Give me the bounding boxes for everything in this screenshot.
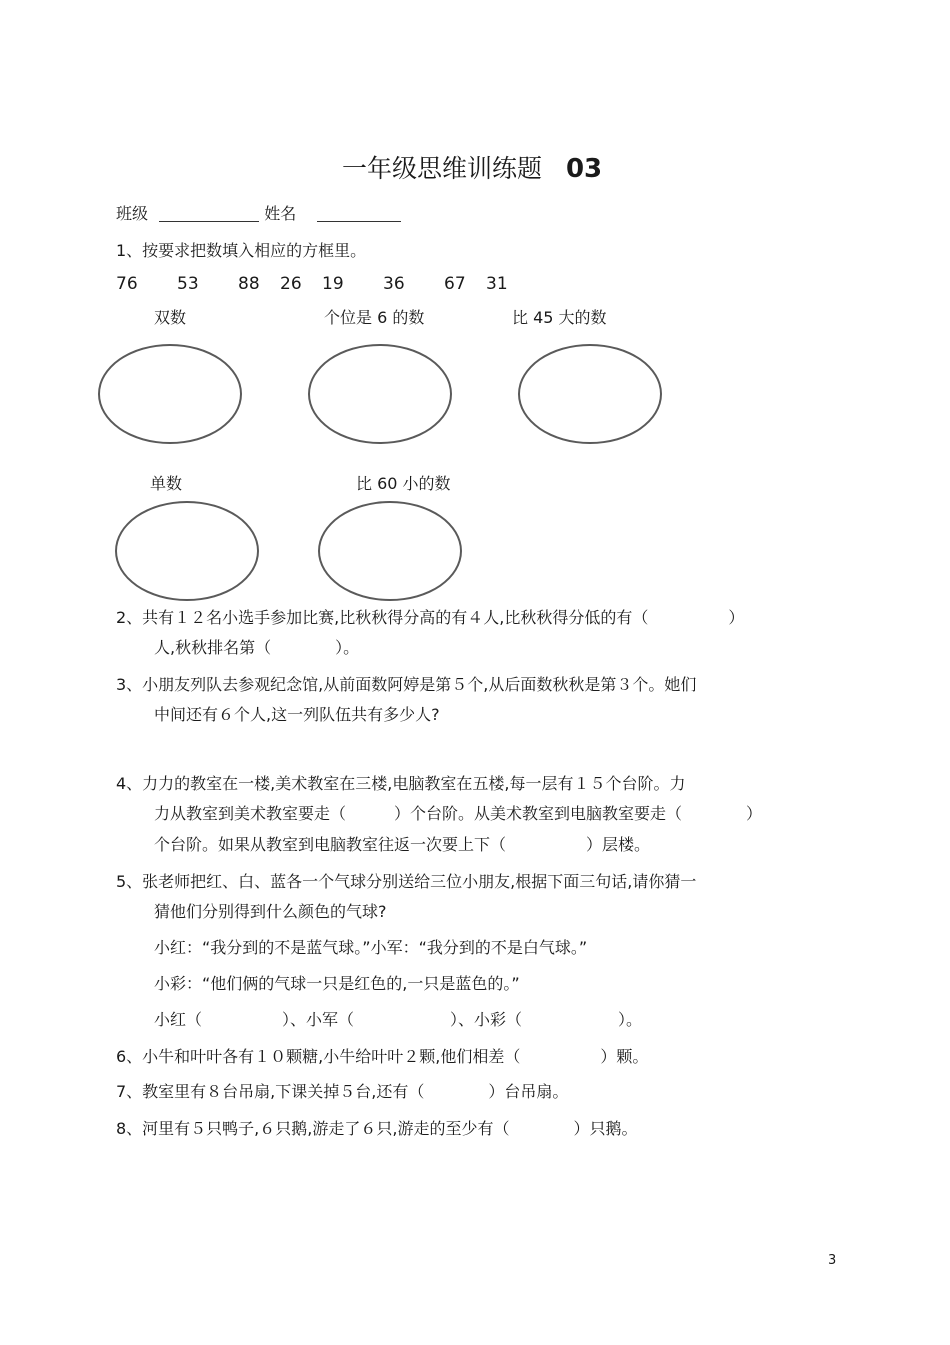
name-label: 姓名 bbox=[264, 204, 297, 223]
question-5-clue1: 小红：“我分到的不是蓝气球。”小军：“我分到的不是白气球。” bbox=[154, 938, 588, 957]
circle-ones-digit-6[interactable] bbox=[308, 344, 452, 444]
name-blank[interactable] bbox=[317, 206, 401, 222]
number-36: 36 bbox=[383, 274, 405, 294]
question-4-line3: 个台阶。如果从教室到电脑教室往返一次要上下（ ）层楼。 bbox=[154, 835, 651, 854]
class-label: 班级 bbox=[116, 204, 149, 223]
page-title bbox=[342, 156, 602, 182]
question-2-line1: 2、共有１２名小选手参加比赛,比秋秋得分高的有４人,比秋秋得分低的有（ ） bbox=[116, 608, 745, 627]
question-5-clue2: 小彩：“他们俩的气球一只是红色的,一只是蓝色的。” bbox=[154, 974, 520, 993]
class-blank[interactable] bbox=[159, 206, 259, 222]
question-3-line2: 中间还有６个人,这一列队伍共有多少人? bbox=[154, 705, 440, 724]
label-less-than-60: 比 60 小的数 bbox=[356, 474, 451, 493]
number-76: 76 bbox=[116, 274, 138, 294]
number-31: 31 bbox=[486, 274, 508, 294]
label-odd-numbers: 单数 bbox=[150, 474, 183, 493]
question-4-line1: 4、力力的教室在一楼,美术教室在三楼,电脑教室在五楼,每一层有１５个台阶。力 bbox=[116, 774, 686, 793]
question-5-answers: 小红（ ）、小军（ ）、小彩（ ）。 bbox=[154, 1010, 643, 1029]
title-text: 一年级思维训练题 bbox=[342, 154, 543, 183]
question-5-line2: 猜他们分别得到什么颜色的气球? bbox=[154, 902, 387, 921]
title-number: 03 bbox=[565, 154, 603, 184]
page-number: 3 bbox=[828, 1253, 837, 1268]
label-greater-than-45: 比 45 大的数 bbox=[512, 308, 607, 327]
header-fields bbox=[116, 206, 401, 222]
circle-even-numbers[interactable] bbox=[98, 344, 242, 444]
number-19: 19 bbox=[322, 274, 344, 294]
number-26: 26 bbox=[280, 274, 302, 294]
question-5-line1: 5、张老师把红、白、蓝各一个气球分别送给三位小朋友,根据下面三句话,请你猜一 bbox=[116, 872, 697, 891]
question-2-line2: 人,秋秋排名第（ ）。 bbox=[154, 638, 360, 657]
circle-greater-than-45[interactable] bbox=[518, 344, 662, 444]
question-4-line2: 力从教室到美术教室要走（ ）个台阶。从美术教室到电脑教室要走（ ） bbox=[154, 804, 763, 823]
question-7: 7、教室里有８台吊扇,下课关掉５台,还有（ ）台吊扇。 bbox=[116, 1082, 569, 1101]
circle-odd-numbers[interactable] bbox=[115, 501, 259, 601]
number-88: 88 bbox=[238, 274, 260, 294]
question-1: 1、按要求把数填入相应的方框里。 bbox=[116, 241, 367, 260]
question-3-line1: 3、小朋友列队去参观纪念馆,从前面数阿婷是第５个,从后面数秋秋是第３个。她们 bbox=[116, 675, 697, 694]
number-53: 53 bbox=[177, 274, 199, 294]
question-6: 6、小牛和叶叶各有１０颗糖,小牛给叶叶２颗,他们相差（ ）颗。 bbox=[116, 1047, 649, 1066]
label-even-numbers: 双数 bbox=[154, 308, 187, 327]
question-8: 8、河里有５只鸭子,６只鹅,游走了６只,游走的至少有（ ）只鹅。 bbox=[116, 1119, 638, 1138]
circle-less-than-60[interactable] bbox=[318, 501, 462, 601]
number-67: 67 bbox=[444, 274, 466, 294]
label-ones-digit-6: 个位是 6 的数 bbox=[324, 308, 425, 327]
